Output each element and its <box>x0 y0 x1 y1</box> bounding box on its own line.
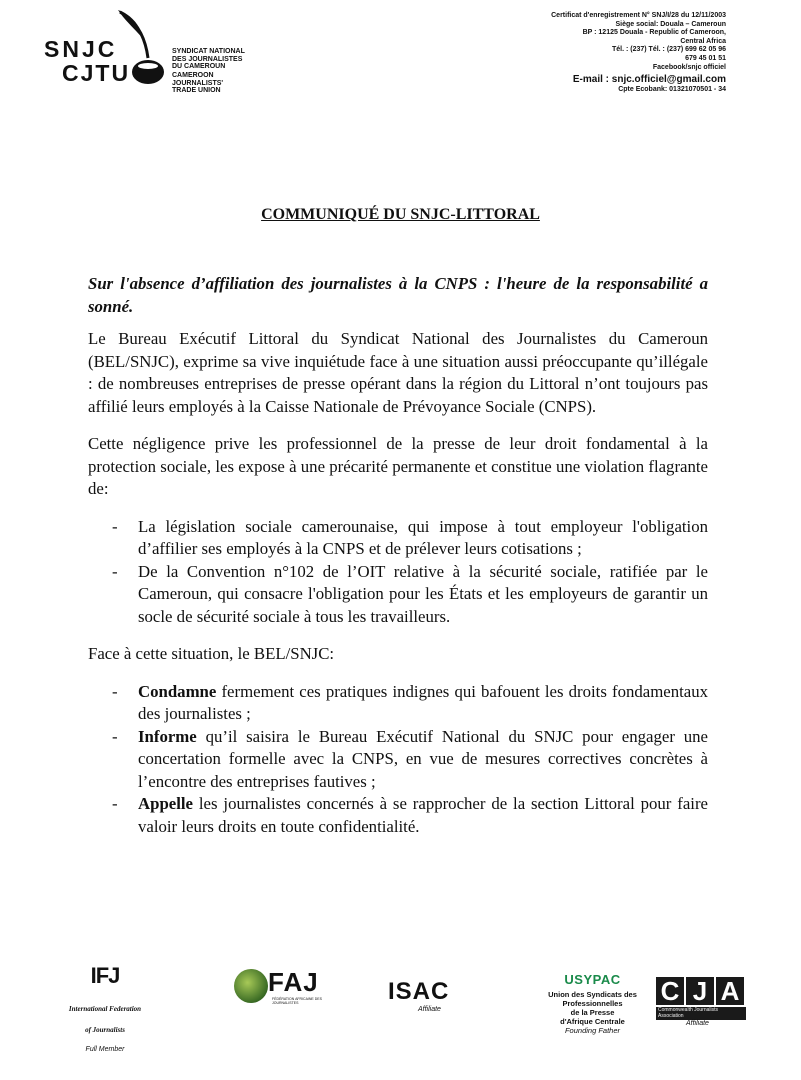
org-name-fr: SYNDICAT NATIONAL DES JOURNALISTES DU CAMEROUN <box>172 48 245 70</box>
registration-line: 679 45 01 51 <box>685 54 726 62</box>
cja-subtitle: Commonwealth Journalists Association <box>656 1007 746 1020</box>
list-item <box>88 726 708 794</box>
list-item-text: fermement ces pratiques indignes qui bafouent les droits fondamentaux des journalistes ; <box>138 681 708 723</box>
ifj-status: Full Member <box>85 1046 125 1053</box>
isac-name: ISAC <box>388 978 450 1005</box>
ifj-name-line2: of Journalists <box>85 1026 125 1034</box>
action-verb: Informe <box>138 726 197 746</box>
cja-letters <box>656 977 750 1005</box>
registration-line: Central Africa <box>680 37 726 45</box>
registration-line: Tél. : (237) Tél. : (237) 699 62 05 96 <box>611 46 726 54</box>
list-item-text: De la Convention n°102 de l’OIT relative à la sécurité sociale, ratifiée par le Cameroun, qui consacre l'obligation pour les États et les employeurs de garantir un socle de sécurité sociale à tous les travailleurs. <box>138 561 708 626</box>
ifj-logo <box>45 965 165 1053</box>
list-item-text: La législation sociale camerounaise, qui impose à tout employeur l'obligation d’affilier ses employés à la CNPS et de prélever leurs cotisations ; <box>138 516 708 558</box>
communique-body <box>88 273 708 853</box>
registration-line: Facebook/snjc officiel <box>652 63 726 71</box>
logo-snjc-text: SNJC <box>44 36 118 62</box>
usypac-status: Founding Father <box>564 1026 621 1035</box>
email-line: E-mail : snjc.officiel@gmail.com <box>572 74 726 86</box>
org-name-en: CAMEROON JOURNALISTS' TRADE UNION <box>172 72 224 94</box>
ifj-mark: IFJ <box>90 963 120 988</box>
registration-info <box>506 12 726 95</box>
list-item <box>88 793 708 838</box>
snjc-logo <box>40 10 270 94</box>
page-title: COMMUNIQUÉ DU SNJC-LITTORAL <box>261 206 540 223</box>
africa-globe-icon <box>234 969 268 1003</box>
action-verb: Condamne <box>138 681 217 701</box>
usypac-logo <box>525 972 660 1035</box>
list-item <box>88 561 708 629</box>
faj-subtitle: FÉDÉRATION AFRICAINE DES JOURNALISTES <box>272 997 322 1005</box>
ifj-name-line1: International Federation <box>68 1005 142 1013</box>
usypac-description: Union des Syndicats des Professionnelles de la Presse d'Afrique Centrale <box>548 990 637 1026</box>
cja-letter: C <box>656 977 684 1005</box>
registration-line: Certificat d'enregistrement N° SNJ/I/28 du 12/11/2003 <box>551 12 726 19</box>
paragraph-situation: Face à cette situation, le BEL/SNJC: <box>88 644 335 663</box>
isac-logo <box>388 978 488 1013</box>
isac-status: Affiliate <box>418 1006 441 1013</box>
registration-line: BP : 12125 Douala - Republic of Cameroon, <box>582 29 726 37</box>
cja-letter: J <box>686 977 714 1005</box>
list-item <box>88 681 708 726</box>
paragraph-negligence: Cette négligence prive les professionnel de la presse de leur droit fondamental à la protection sociale, les expose à une précarité permanente et constitue une violation flagrante de: <box>88 434 708 498</box>
dash-bullet: - <box>112 794 118 813</box>
cja-letter: A <box>716 977 744 1005</box>
dash-bullet: - <box>112 726 118 746</box>
violations-list <box>88 516 708 629</box>
actions-list <box>88 681 708 839</box>
subtitle: Sur l'absence d’affiliation des journalistes à la CNPS : l'heure de la responsabilité a sonné. <box>88 274 708 316</box>
dash-bullet: - <box>112 561 118 581</box>
usypac-name: USYPAC <box>564 972 621 987</box>
list-item-text: qu’il saisira le Bureau Exécutif National du SNJC pour engager une concertation formelle avec la CNPS, en vue de mesures correctives concrètes à l’encontre des entreprises fautives ; <box>138 726 708 791</box>
dash-bullet: - <box>112 516 118 536</box>
action-verb: Appelle <box>138 794 194 813</box>
faj-name: FAJ <box>268 967 319 997</box>
list-item <box>88 516 708 561</box>
paragraph-intro: Le Bureau Exécutif Littoral du Syndicat National des Journalistes du Cameroun (BEL/SNJC), exprime sa vive inquiétude face à une situation aussi préoccupante qu’illégale : de nombreuses entreprises de presse opérant dans la région du Littoral n’ont toujours pas affilié leurs employés à la Caisse Nationale de Prévoyance Sociale (CNPS). <box>88 329 708 416</box>
cja-logo <box>656 977 750 1027</box>
logo-cjtu-text: CJTU <box>62 60 131 86</box>
list-item-text: les journalistes concernés à se rapprocher de la section Littoral pour faire valoir leurs droits en toute confidentialité. <box>138 794 708 836</box>
registration-line: Siège social: Douala – Cameroun <box>615 20 726 28</box>
cja-status: Affiliate <box>686 1020 709 1027</box>
dash-bullet: - <box>112 681 118 701</box>
bank-account: Cpte Ecobank: 01321070501 - 34 <box>618 86 726 94</box>
